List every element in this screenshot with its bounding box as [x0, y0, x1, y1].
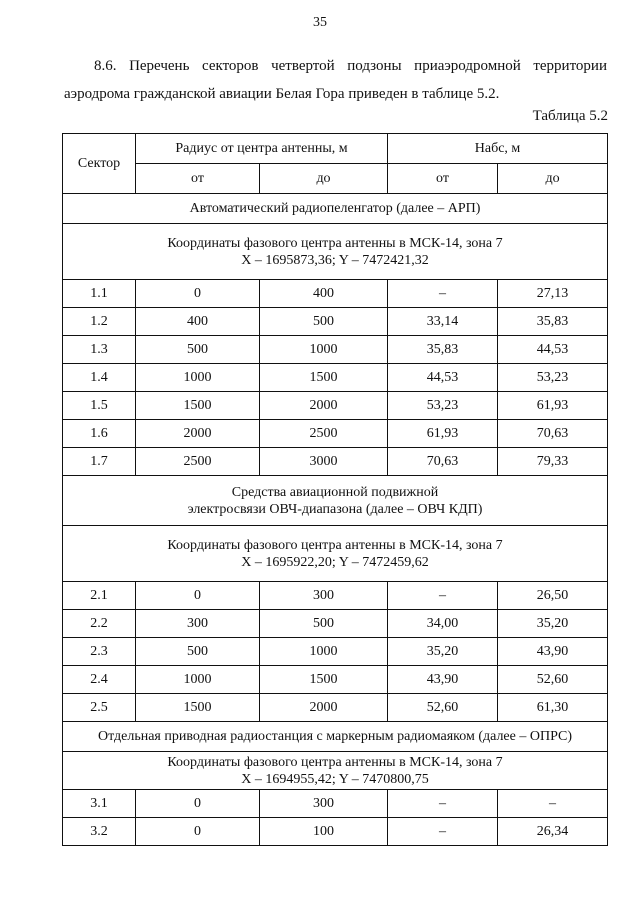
coordinates-line: Координаты фазового центра антенны в МСК-14, зона 7 [167, 537, 503, 553]
table-caption: Таблица 5.2 [532, 108, 608, 124]
section-title-row [63, 194, 608, 224]
intro-line-2: аэродрома гражданской авиации Белая Гора приведен в таблице 5.2. [64, 86, 500, 102]
section-title-line: Отдельная приводная радиостанция с маркерным радиомаяком (далее – ОПРС) [97, 729, 573, 744]
sector-cell: 2.5 [63, 694, 136, 722]
habs-to-cell: 61,30 [498, 694, 608, 722]
habs-from-cell: – [388, 582, 498, 610]
sector-cell: 2.3 [63, 638, 136, 666]
coordinates-cell [63, 224, 608, 280]
habs-from-cell: 61,93 [388, 420, 498, 448]
coordinates-line: Координаты фазового центра антенны в МСК-14, зона 7 [167, 235, 503, 251]
page-number: 35 [313, 15, 327, 30]
habs-from-cell: 34,00 [388, 610, 498, 638]
radius-from-cell: 0 [136, 582, 260, 610]
radius-from-cell: 1000 [136, 364, 260, 392]
radius-to-cell: 2500 [260, 420, 388, 448]
radius-from-cell: 300 [136, 610, 260, 638]
table-row [63, 336, 608, 364]
sector-cell: 2.4 [63, 666, 136, 694]
radius-to-cell: 2000 [260, 392, 388, 420]
habs-to-cell: 43,90 [498, 638, 608, 666]
radius-from-cell: 500 [136, 638, 260, 666]
section-title [63, 476, 608, 526]
habs-to-cell: 52,60 [498, 666, 608, 694]
sector-cell: 1.2 [63, 308, 136, 336]
habs-from-cell: – [388, 818, 498, 846]
radius-from-cell: 1500 [136, 694, 260, 722]
section-title [63, 194, 608, 224]
radius-from-cell: 1000 [136, 666, 260, 694]
table-row [63, 280, 608, 308]
header-habs: Нaбс, м [388, 134, 608, 164]
sector-cell: 1.3 [63, 336, 136, 364]
habs-from-cell: 35,20 [388, 638, 498, 666]
habs-to-cell: 35,83 [498, 308, 608, 336]
header-sector: Сектор [63, 134, 136, 194]
radius-to-cell: 1000 [260, 638, 388, 666]
radius-to-cell: 300 [260, 790, 388, 818]
coordinates-cell [63, 526, 608, 582]
radius-from-cell: 2000 [136, 420, 260, 448]
table-row [63, 448, 608, 476]
coordinates-line: X – 1695922,20; Y – 7472459,62 [241, 554, 429, 570]
sector-cell: 3.2 [63, 818, 136, 846]
sectors-table [62, 133, 608, 846]
table-row [63, 694, 608, 722]
coordinates-cell [63, 752, 608, 790]
radius-to-cell: 500 [260, 308, 388, 336]
section-title-line: Средства авиационной подвижной [231, 484, 439, 500]
radius-to-cell: 3000 [260, 448, 388, 476]
table-row [63, 364, 608, 392]
coordinates-row [63, 526, 608, 582]
habs-to-cell: 27,13 [498, 280, 608, 308]
header-row-1 [63, 134, 608, 164]
habs-to-cell: 26,50 [498, 582, 608, 610]
table-row [63, 308, 608, 336]
coordinates-row [63, 752, 608, 790]
radius-from-cell: 500 [136, 336, 260, 364]
radius-from-cell: 0 [136, 818, 260, 846]
header-habs-to: до [498, 164, 608, 194]
section-title-row [63, 476, 608, 526]
habs-from-cell: 35,83 [388, 336, 498, 364]
intro-paragraph [64, 52, 607, 108]
header-radius-from: от [136, 164, 260, 194]
sector-cell: 1.4 [63, 364, 136, 392]
habs-to-cell: 61,93 [498, 392, 608, 420]
table-row [63, 392, 608, 420]
radius-from-cell: 0 [136, 790, 260, 818]
section-title-row [63, 722, 608, 752]
sector-cell: 2.1 [63, 582, 136, 610]
header-row-2 [63, 164, 608, 194]
radius-from-cell: 2500 [136, 448, 260, 476]
radius-to-cell: 300 [260, 582, 388, 610]
header-habs-from: от [388, 164, 498, 194]
habs-from-cell: – [388, 790, 498, 818]
radius-from-cell: 1500 [136, 392, 260, 420]
table-row [63, 420, 608, 448]
header-radius: Радиус от центра антенны, м [136, 134, 388, 164]
header-radius-to: до [260, 164, 388, 194]
sector-cell: 1.1 [63, 280, 136, 308]
section-title-line: электросвязи ОВЧ-диапазона (далее – ОВЧ КДП) [187, 501, 483, 517]
radius-to-cell: 100 [260, 818, 388, 846]
habs-to-cell: 44,53 [498, 336, 608, 364]
habs-from-cell: 53,23 [388, 392, 498, 420]
habs-from-cell: – [388, 280, 498, 308]
habs-to-cell: 53,23 [498, 364, 608, 392]
habs-from-cell: 33,14 [388, 308, 498, 336]
table-row [63, 818, 608, 846]
radius-to-cell: 1500 [260, 666, 388, 694]
radius-to-cell: 400 [260, 280, 388, 308]
table-row [63, 638, 608, 666]
radius-to-cell: 1000 [260, 336, 388, 364]
habs-from-cell: 44,53 [388, 364, 498, 392]
radius-to-cell: 2000 [260, 694, 388, 722]
habs-from-cell: 43,90 [388, 666, 498, 694]
coordinates-line: X – 1695873,36; Y – 7472421,32 [241, 252, 429, 268]
radius-from-cell: 400 [136, 308, 260, 336]
habs-to-cell: 26,34 [498, 818, 608, 846]
radius-from-cell: 0 [136, 280, 260, 308]
radius-to-cell: 1500 [260, 364, 388, 392]
habs-to-cell: 70,63 [498, 420, 608, 448]
coordinates-row [63, 224, 608, 280]
coordinates-line: X – 1694955,42; Y – 7470800,75 [241, 771, 429, 787]
coordinates-line: Координаты фазового центра антенны в МСК-14, зона 7 [167, 754, 503, 770]
habs-to-cell: – [498, 790, 608, 818]
intro-line-1: 8.6. Перечень секторов четвертой подзоны приаэродромной территории [94, 58, 607, 74]
sector-cell: 2.2 [63, 610, 136, 638]
table-row [63, 610, 608, 638]
sector-cell: 1.6 [63, 420, 136, 448]
table-row [63, 582, 608, 610]
table-row [63, 790, 608, 818]
habs-from-cell: 52,60 [388, 694, 498, 722]
sector-cell: 1.7 [63, 448, 136, 476]
habs-from-cell: 70,63 [388, 448, 498, 476]
radius-to-cell: 500 [260, 610, 388, 638]
table-row [63, 666, 608, 694]
sector-cell: 1.5 [63, 392, 136, 420]
sector-cell: 3.1 [63, 790, 136, 818]
section-title-line: Автоматический радиопеленгатор (далее – АРП) [189, 201, 481, 216]
habs-to-cell: 79,33 [498, 448, 608, 476]
habs-to-cell: 35,20 [498, 610, 608, 638]
section-title [63, 722, 608, 752]
